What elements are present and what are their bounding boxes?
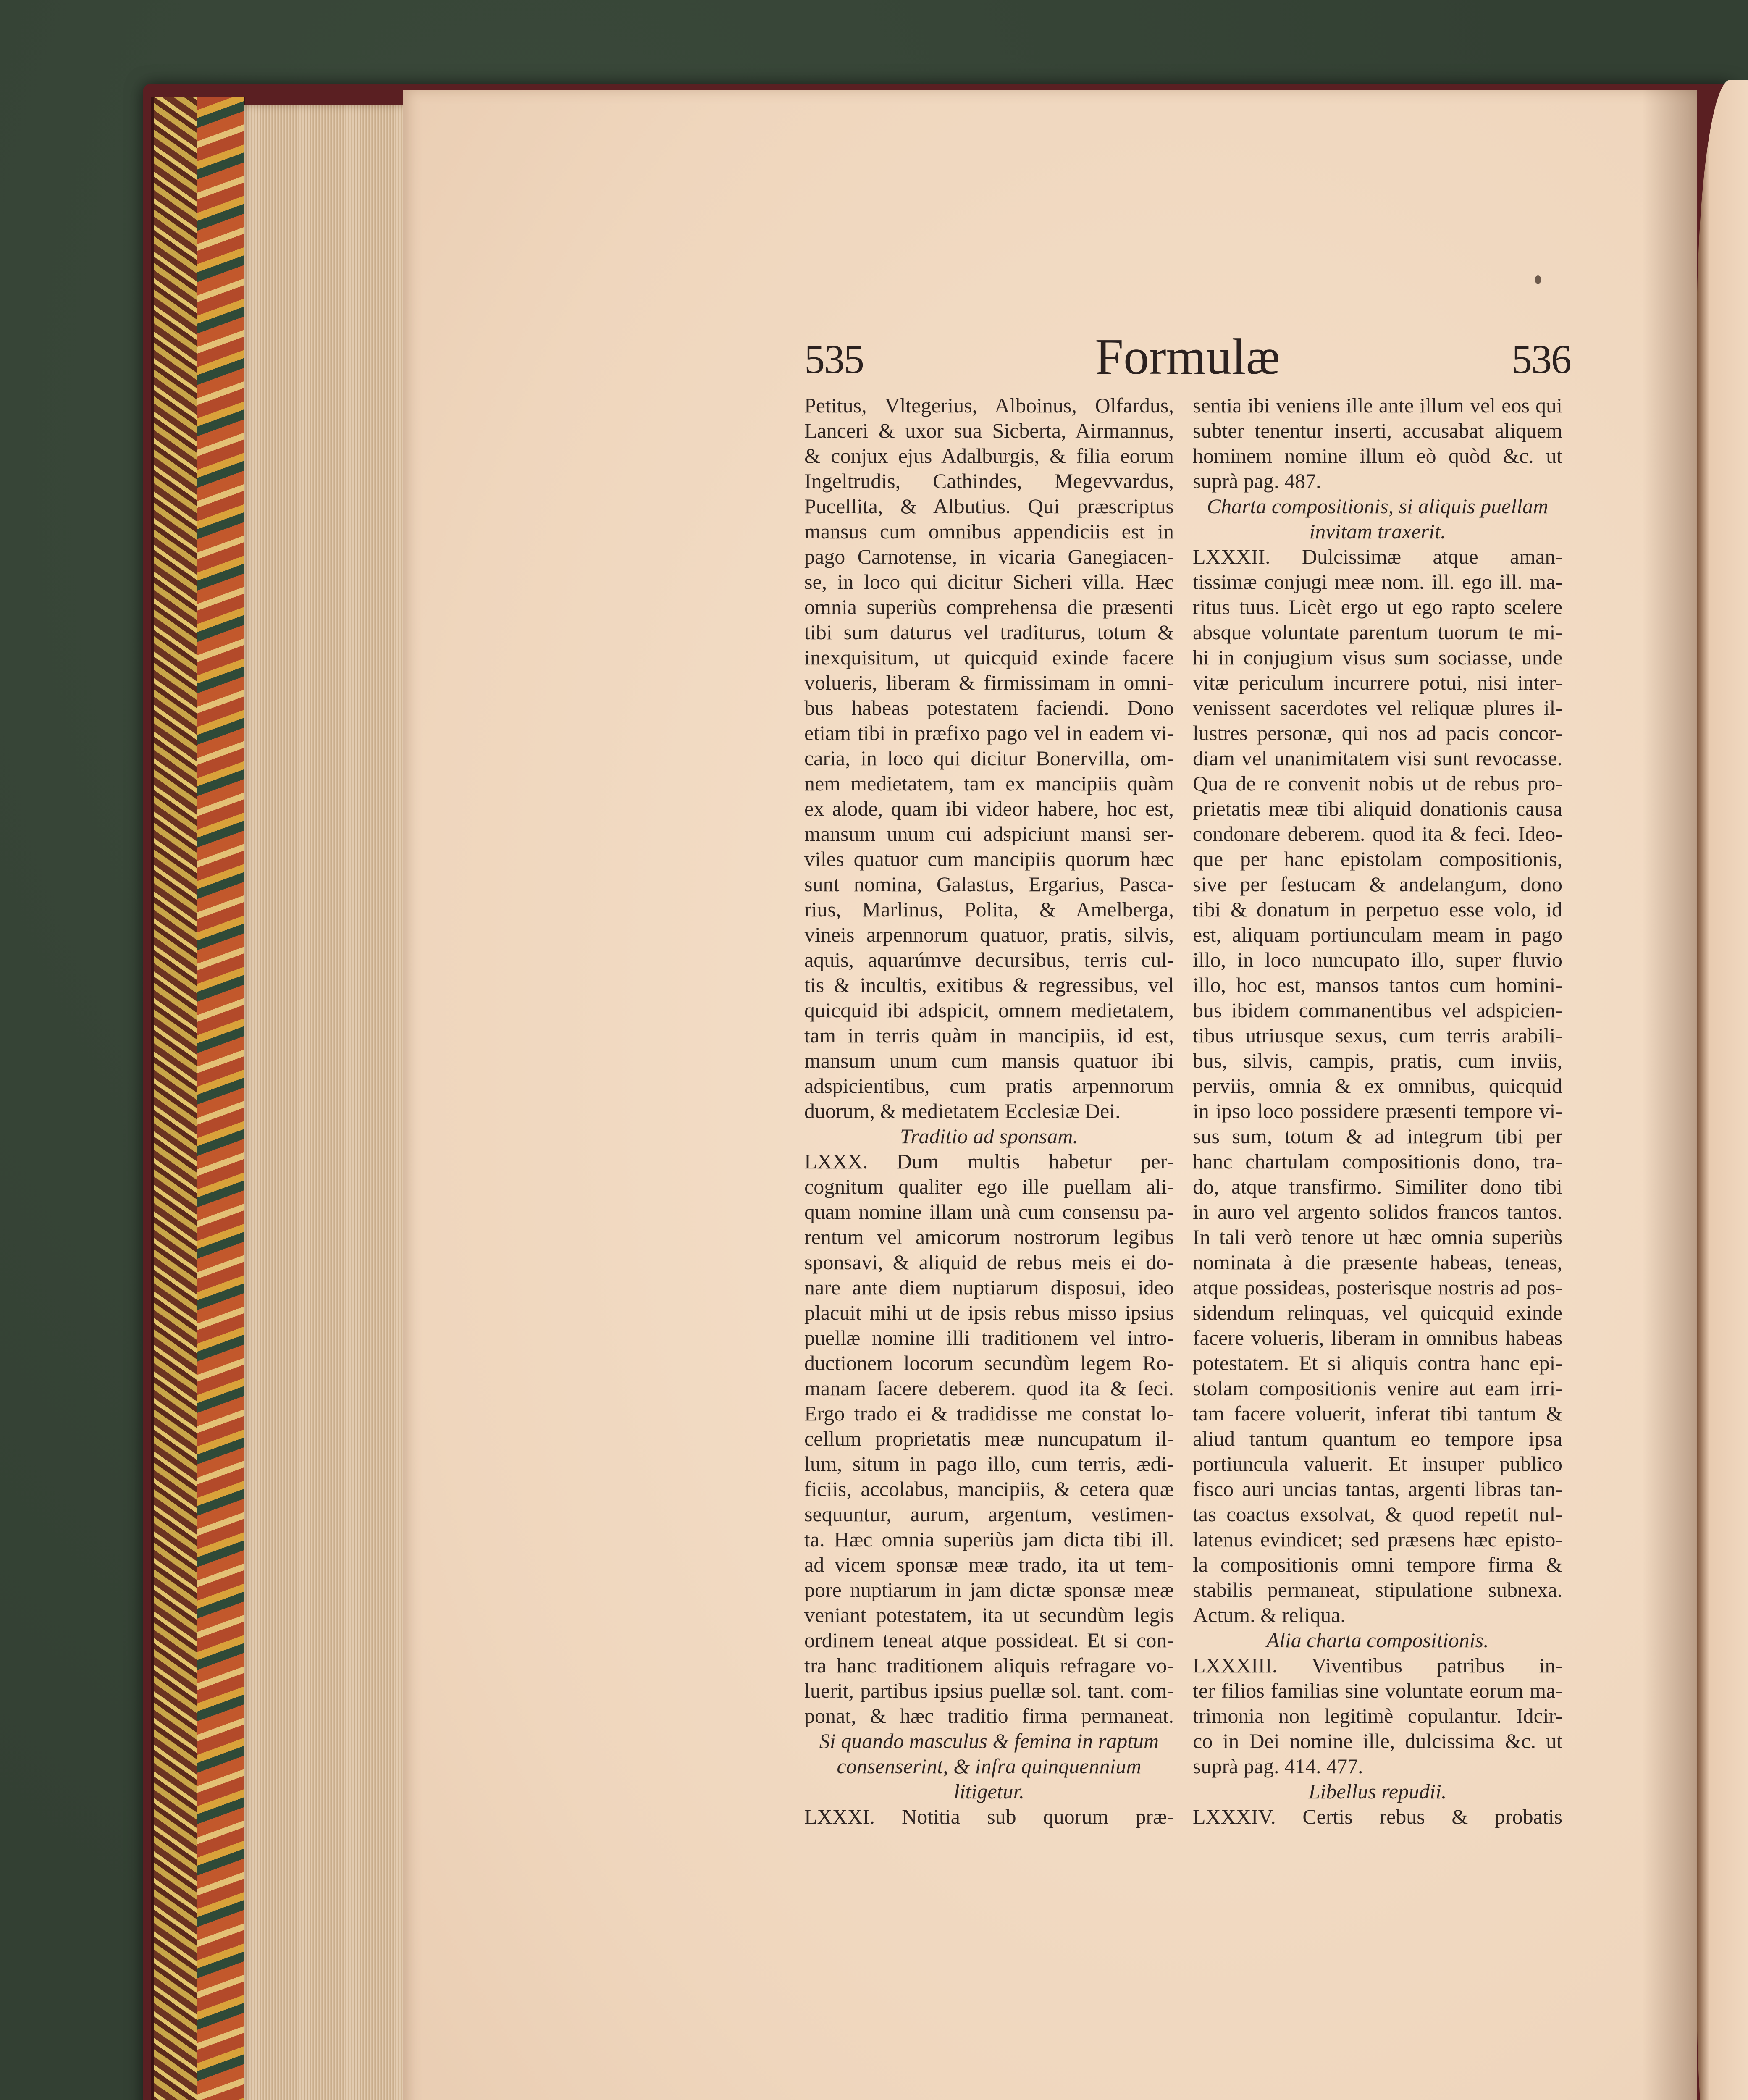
- right-column-text-line: invitam traxerit.: [1309, 520, 1446, 543]
- left-column-text-line: ta. Hæc omnia superiùs jam dicta tibi ill.: [804, 1528, 1174, 1551]
- right-column-text-line: diam vel unanimitatem visi sunt revocasse.: [1193, 746, 1562, 770]
- left-column-text-line: quam nomine illam unà cum consensu pa-: [804, 1200, 1174, 1223]
- running-title: Formulæ: [1095, 328, 1280, 385]
- right-column-text-line: hominem nomine illum eò quòd &c. ut: [1193, 444, 1562, 467]
- left-column-text-line: ductionem locorum secundùm legem Ro-: [804, 1351, 1174, 1375]
- left-column-text-line: Ingeltrudis, Cathindes, Megevvardus,: [804, 469, 1174, 493]
- left-column-text-line: viles quatuor cum mancipiis quorum hæc: [804, 847, 1174, 871]
- right-column-text-line: facere volueris, liberam in omnibus habeas: [1193, 1326, 1562, 1349]
- left-column-text-line: Petitus, Vltegerius, Alboinus, Olfardus,: [804, 394, 1174, 417]
- right-column-text-line: illo, in loco nuncupato illo, super fluvio: [1193, 948, 1562, 971]
- left-column-text-line: ad vicem sponsæ meæ trado, ita ut tem-: [804, 1553, 1174, 1576]
- left-column-text-line: Traditio ad sponsam.: [900, 1124, 1078, 1148]
- text-column-left: [804, 393, 1174, 1829]
- left-column-text-line: consenserint, & infra quinquennium: [837, 1754, 1142, 1778]
- right-column-text-line: LXXXIV. Certis rebus & probatis: [1193, 1805, 1562, 1828]
- left-column-text-line: luerit, partibus ipsius puellæ sol. tant. com-: [804, 1679, 1174, 1702]
- left-column-text-line: bus habeas potestatem faciendi. Dono: [804, 696, 1174, 719]
- left-column-text-line: volueris, liberam & firmissimam in omni-: [804, 671, 1174, 694]
- left-column-text-line: sponsavi, & aliquid de rebus meis ei do-: [804, 1250, 1174, 1274]
- page-gutter: [1642, 90, 1697, 2100]
- right-column-text-line: tam facere voluerit, inferat tibi tantum &: [1193, 1402, 1562, 1425]
- right-column-text-line: sive per festucam & andelangum, dono: [1193, 872, 1562, 896]
- left-column-text-line: ordinem teneat atque possideat. Et si con-: [804, 1628, 1174, 1652]
- left-column-text-line: puellæ nomine illi traditionem vel intro-: [804, 1326, 1174, 1349]
- left-column-text-line: tra hanc traditionem aliquis refragare vo-: [804, 1654, 1174, 1677]
- right-column-text-line: Libellus repudii.: [1308, 1780, 1447, 1803]
- page-number-left: 535: [804, 337, 864, 382]
- left-column-text-line: inexquisitum, ut quicquid exinde facere: [804, 646, 1174, 669]
- right-column-text-line: tas coactus exsolvat, & quod repetit nul-: [1193, 1502, 1562, 1526]
- right-column-text-line: ritus tuus. Licèt ergo ut ego rapto scelere: [1193, 595, 1562, 619]
- left-column-text-line: duorum, & medietatem Ecclesiæ Dei.: [804, 1099, 1121, 1123]
- right-column-text-line: hanc chartulam compositionis dono, tra-: [1193, 1150, 1562, 1173]
- left-column-text-line: sequuntur, aurum, argentum, vestimen-: [804, 1502, 1174, 1526]
- left-column-text-line: ficiis, accolabus, mancipiis, & cetera quæ: [804, 1477, 1174, 1501]
- right-column-text-line: venissent sacerdotes vel reliquæ plures il-: [1193, 696, 1562, 719]
- facing-page-edge: [1697, 80, 1748, 2100]
- right-column-text-line: tibus utriusque sexus, cum terris arabili-: [1193, 1024, 1562, 1047]
- left-column-text-line: cognitum qualiter ego ille puellam ali-: [804, 1175, 1174, 1198]
- right-column-text-line: potestatem. Et si aliquis contra hanc epi-: [1193, 1351, 1562, 1375]
- right-column-text-line: que per hanc epistolam compositionis,: [1193, 847, 1562, 871]
- left-column-text-line: tis & incultis, exitibus & regressibus, vel: [804, 973, 1174, 997]
- left-column-text-line: quicquid ibi adspicit, omnem medietatem,: [804, 998, 1174, 1022]
- left-column-text-line: mansum unum cum mansis quatuor ibi: [804, 1049, 1174, 1072]
- right-column-text-line: tissimæ conjugi meæ nom. ill. ego ill. ma-: [1193, 570, 1562, 593]
- left-column-text-line: veniant potestatem, ita ut secundùm legis: [804, 1603, 1174, 1627]
- left-column-text-line: caria, in loco qui dicitur Bonervilla, om-: [804, 746, 1174, 770]
- right-column-text-line: In tali verò tenore ut hæc omnia superiùs: [1193, 1225, 1562, 1249]
- left-column-text-line: LXXXI. Notitia sub quorum præ-: [804, 1805, 1174, 1828]
- left-column-text-line: etiam tibi in præfixo pago vel in eadem vi-: [804, 721, 1174, 745]
- left-column-text-line: Ergo trado ei & tradidisse me constat lo-: [804, 1402, 1174, 1425]
- gilt-border: [151, 97, 202, 2100]
- left-column-text-line: nem medietatem, tam ex mancipiis quàm: [804, 772, 1174, 795]
- right-column-text-line: suprà pag. 487.: [1193, 469, 1321, 493]
- right-column-text-line: trimonia non legitimè copulantur. Idcir-: [1193, 1704, 1562, 1727]
- right-column-text-line: prietatis meæ tibi aliquid donationis causa: [1193, 797, 1562, 820]
- left-column-text-line: pore nuptiarum in jam dictæ sponsæ meæ: [804, 1578, 1174, 1601]
- left-column-text-line: LXXX. Dum multis habetur per-: [804, 1150, 1174, 1173]
- ink-speck: [1535, 275, 1541, 284]
- right-column-text-line: Alia charta compositionis.: [1266, 1628, 1489, 1652]
- right-column-text-line: co in Dei nomine ille, dulcissima &c. ut: [1193, 1729, 1562, 1753]
- left-column-text-line: Pucellita, & Albutius. Qui præscriptus: [804, 494, 1174, 518]
- right-column-text-line: lustres personæ, qui nos ad pacis concor-: [1193, 721, 1562, 745]
- right-column-text-line: stabilis permaneat, stipulatione subnexa.: [1193, 1578, 1562, 1601]
- right-column-text-line: subter tenentur inserti, accusabat aliquem: [1193, 419, 1562, 442]
- right-column-text-line: stolam compositionis venire aut eam irri-: [1193, 1376, 1562, 1400]
- left-column-text-line: placuit mihi ut de ipsis rebus misso ipsius: [804, 1301, 1174, 1324]
- right-column-text-line: sus sum, totum & ad integrum tibi per: [1193, 1124, 1562, 1148]
- right-column-text-line: Actum. & reliqua.: [1193, 1603, 1346, 1627]
- left-column-text-line: sunt nomina, Galastus, Ergarius, Pasca-: [804, 872, 1174, 896]
- left-column-text-line: se, in loco qui dicitur Sicheri villa. Hæc: [804, 570, 1174, 593]
- left-column-text-line: nare ante diem nuptiarum disposui, ideo: [804, 1276, 1174, 1299]
- right-column-text-line: est, aliquam portiunculam meam in pago: [1193, 923, 1562, 946]
- left-column-text-line: mansus cum omnibus appendiciis est in: [804, 520, 1174, 543]
- right-column-text-line: LXXXIII. Viventibus patribus in-: [1193, 1654, 1562, 1677]
- right-column-text-line: la compositionis omni tempore firma &: [1193, 1553, 1562, 1576]
- left-column-text-line: Lanceri & uxor sua Sicberta, Airmannus,: [804, 419, 1174, 442]
- right-column-text-line: in auro vel argento solidos francos tantos.: [1193, 1200, 1562, 1223]
- right-column-text-line: tibi & donatum in perpetuo esse volo, id: [1193, 898, 1562, 921]
- right-column-text-line: sentia ibi veniens ille ante illum vel eos qui: [1193, 394, 1562, 417]
- left-column-text-line: tibi sum daturus vel traditurus, totum &: [804, 620, 1174, 644]
- right-column-text-line: Qua de re convenit nobis ut de rebus pro-: [1193, 772, 1562, 795]
- right-column-text-line: hi in conjugium visus sum sociasse, unde: [1193, 646, 1562, 669]
- right-column-text-line: in ipso loco possidere præsenti tempore vi-: [1193, 1099, 1562, 1123]
- right-column-text-line: ter filios familias sine voluntate eorum ma-: [1193, 1679, 1562, 1702]
- right-column-text-line: suprà pag. 414. 477.: [1193, 1754, 1363, 1778]
- left-column-text-line: tam in terris quàm in mancipiis, id est,: [804, 1024, 1174, 1047]
- page-header: [804, 328, 1571, 391]
- right-column-text-line: portiuncula valuerit. Et insuper publico: [1193, 1452, 1562, 1475]
- left-column-text-line: omnia superiùs comprehensa die præsenti: [804, 595, 1174, 619]
- left-column-text-line: rius, Marlinus, Polita, & Amelberga,: [804, 898, 1174, 921]
- right-column-text-line: vitæ periculum incurrere potui, nisi inter-: [1193, 671, 1562, 694]
- right-column-text-line: perviis, omnia & ex omnibus, quicquid: [1193, 1074, 1562, 1097]
- left-column-text-line: Si quando masculus & femina in raptum: [819, 1729, 1159, 1753]
- right-column-text-line: sidendum relinquas, vel quicquid exinde: [1193, 1301, 1562, 1324]
- left-column-text-line: & conjux ejus Adalburgis, & filia eorum: [804, 444, 1174, 467]
- left-column-text-line: adspicientibus, cum pratis arpennorum: [804, 1074, 1174, 1097]
- left-column-text-line: litigetur.: [953, 1780, 1025, 1803]
- left-column-text-line: pago Carnotense, in vicaria Ganegiacen-: [804, 545, 1174, 568]
- left-column-text-line: ex alode, quam ibi videor habere, hoc est,: [804, 797, 1174, 820]
- right-column-text-line: aliud tantum quantum eo tempore ipsa: [1193, 1427, 1562, 1450]
- right-column-text-line: bus, silvis, campis, pratis, cum inviis,: [1193, 1049, 1562, 1072]
- left-column-text-line: ponat, & hæc traditio firma permaneat.: [804, 1704, 1174, 1727]
- right-column-text-line: latenus evindicet; sed præsens hæc episto-: [1193, 1528, 1562, 1551]
- left-column-text-line: lum, situm in pago illo, cum terris, ædi-: [804, 1452, 1174, 1475]
- page-number-right: 536: [1512, 337, 1571, 382]
- left-column-text-line: mansum unum cui adspiciunt mansi ser-: [804, 822, 1174, 845]
- right-column-text-line: fisco auri uncias tantas, argenti libras tan-: [1193, 1477, 1562, 1501]
- right-column-text-line: illo, hoc est, mansos tantos cum homini-: [1193, 973, 1562, 997]
- text-column-right: [1193, 393, 1562, 1829]
- right-column-text-line: do, atque transfirmo. Similiter dono tibi: [1193, 1175, 1562, 1198]
- right-column-text-line: nominata à die præsente habeas, teneas,: [1193, 1250, 1562, 1274]
- page-edges: [244, 105, 412, 2100]
- left-column-text-line: cellum proprietatis meæ nuncupatum il-: [804, 1427, 1174, 1450]
- left-column-text-line: rentum vel amicorum nostrorum legibus: [804, 1225, 1174, 1249]
- right-column-text-line: absque voluntate parentum tuorum te mi-: [1193, 620, 1562, 644]
- right-column-text-line: condonare deberem. quod ita & feci. Ideo-: [1193, 822, 1562, 845]
- right-column-text-line: LXXXII. Dulcissimæ atque aman-: [1193, 545, 1562, 568]
- right-column-text-line: Charta compositionis, si aliquis puellam: [1207, 494, 1549, 518]
- left-column-text-line: aquis, aquarúmve decursibus, terris cul-: [804, 948, 1174, 971]
- left-column-text-line: vineis arpennorum quatuor, pratis, silvis,: [804, 923, 1174, 946]
- marbled-endpaper: [197, 97, 245, 2100]
- left-column-text-line: manam facere deberem. quod ita & feci.: [804, 1376, 1174, 1400]
- right-column-text-line: bus ibidem commanentibus vel adspicien-: [1193, 998, 1562, 1022]
- right-column-text-line: atque possideas, posterisque nostris ad pos-: [1193, 1276, 1562, 1299]
